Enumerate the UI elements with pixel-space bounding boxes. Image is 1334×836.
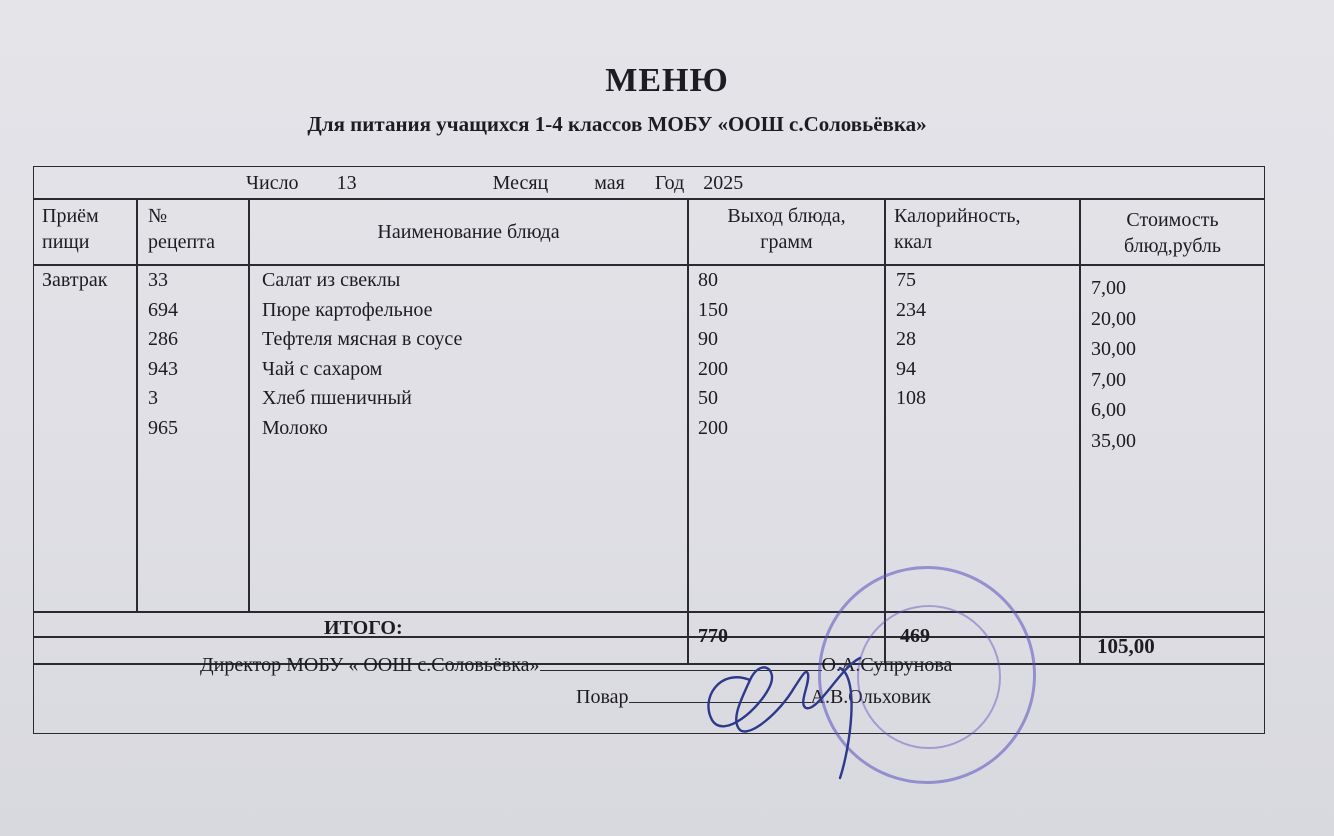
cook-name: А.В.Ольховик [810, 686, 931, 708]
dish-cost: 30,00 [1091, 338, 1136, 360]
dish-name: Пюре картофельное [262, 298, 433, 321]
dish-cost: 20,00 [1091, 307, 1136, 330]
year-label: Год [654, 172, 685, 194]
director-label: Директор МОБУ « ООШ с.Соловьёвка» [200, 654, 540, 676]
year-value: 2025 [689, 169, 899, 199]
dish-name: Салат из свеклы [262, 269, 401, 291]
calories-column [896, 266, 926, 414]
col-divider [248, 198, 250, 611]
dish-name: Молоко [262, 416, 328, 439]
dish-cost: 6,00 [1091, 399, 1126, 421]
dish-cost: 35,00 [1091, 429, 1136, 452]
header-dish: Наименование блюда [377, 221, 560, 243]
dish-calories: 108 [896, 387, 926, 409]
dish-name: Чай с сахаром [262, 357, 383, 380]
totals-label: ИТОГО: [324, 617, 403, 639]
date-row [246, 169, 899, 199]
cost-column [1091, 273, 1136, 456]
weight-column [698, 266, 728, 443]
dish-calories: 28 [896, 328, 916, 350]
header-recipe: № рецепта [148, 205, 216, 253]
header-meal: Приём пищи [42, 205, 99, 253]
page-title: МЕНЮ [605, 62, 729, 99]
handwritten-signature [690, 628, 920, 788]
dish-calories: 234 [896, 298, 926, 321]
dish-name: Тефтеля мясная в соусе [262, 328, 463, 350]
recipe-number: 33 [148, 269, 168, 291]
day-value: 13 [299, 169, 395, 199]
dish-name: Хлеб пшеничный [262, 387, 412, 409]
dish-weight: 200 [698, 357, 728, 380]
col-divider [1079, 198, 1081, 663]
recipe-column [148, 266, 178, 443]
dish-weight: 80 [698, 269, 718, 291]
dish-calories: 75 [896, 269, 916, 291]
director-name: О.А.Супрунова [821, 654, 953, 676]
totals-calories: 469 [900, 625, 930, 647]
header-cost: Стоимость блюд,рубль [1123, 209, 1221, 257]
month-value: мая [594, 172, 625, 194]
dish-weight: 90 [698, 328, 718, 350]
page-subtitle: Для питания учащихся 1-4 классов МОБУ «ООШ с.Соловьёвка» [307, 112, 927, 136]
col-divider [136, 198, 138, 611]
totals-cost: 105,00 [1097, 634, 1155, 658]
dish-weight: 200 [698, 416, 728, 439]
dish-weight: 50 [698, 387, 718, 409]
recipe-number: 965 [148, 416, 178, 439]
month-label: Месяц [492, 172, 549, 194]
day-label: Число [246, 172, 299, 194]
header-calories: Калорийность, ккал [894, 205, 1021, 253]
header-weight: Выход блюда, грамм [727, 205, 846, 253]
meal-cell: Завтрак [42, 269, 108, 291]
col-divider [687, 198, 689, 663]
dish-cost: 7,00 [1091, 368, 1126, 391]
recipe-number: 694 [148, 298, 178, 321]
cook-label: Повар [576, 686, 629, 708]
menu-table [33, 166, 1265, 734]
dish-cost: 7,00 [1091, 277, 1126, 299]
totals-weight: 770 [698, 625, 728, 647]
recipe-number: 3 [148, 387, 158, 409]
dish-column [262, 266, 462, 443]
dish-calories: 94 [896, 357, 916, 380]
dish-weight: 150 [698, 298, 728, 321]
recipe-number: 943 [148, 357, 178, 380]
recipe-number: 286 [148, 328, 178, 350]
